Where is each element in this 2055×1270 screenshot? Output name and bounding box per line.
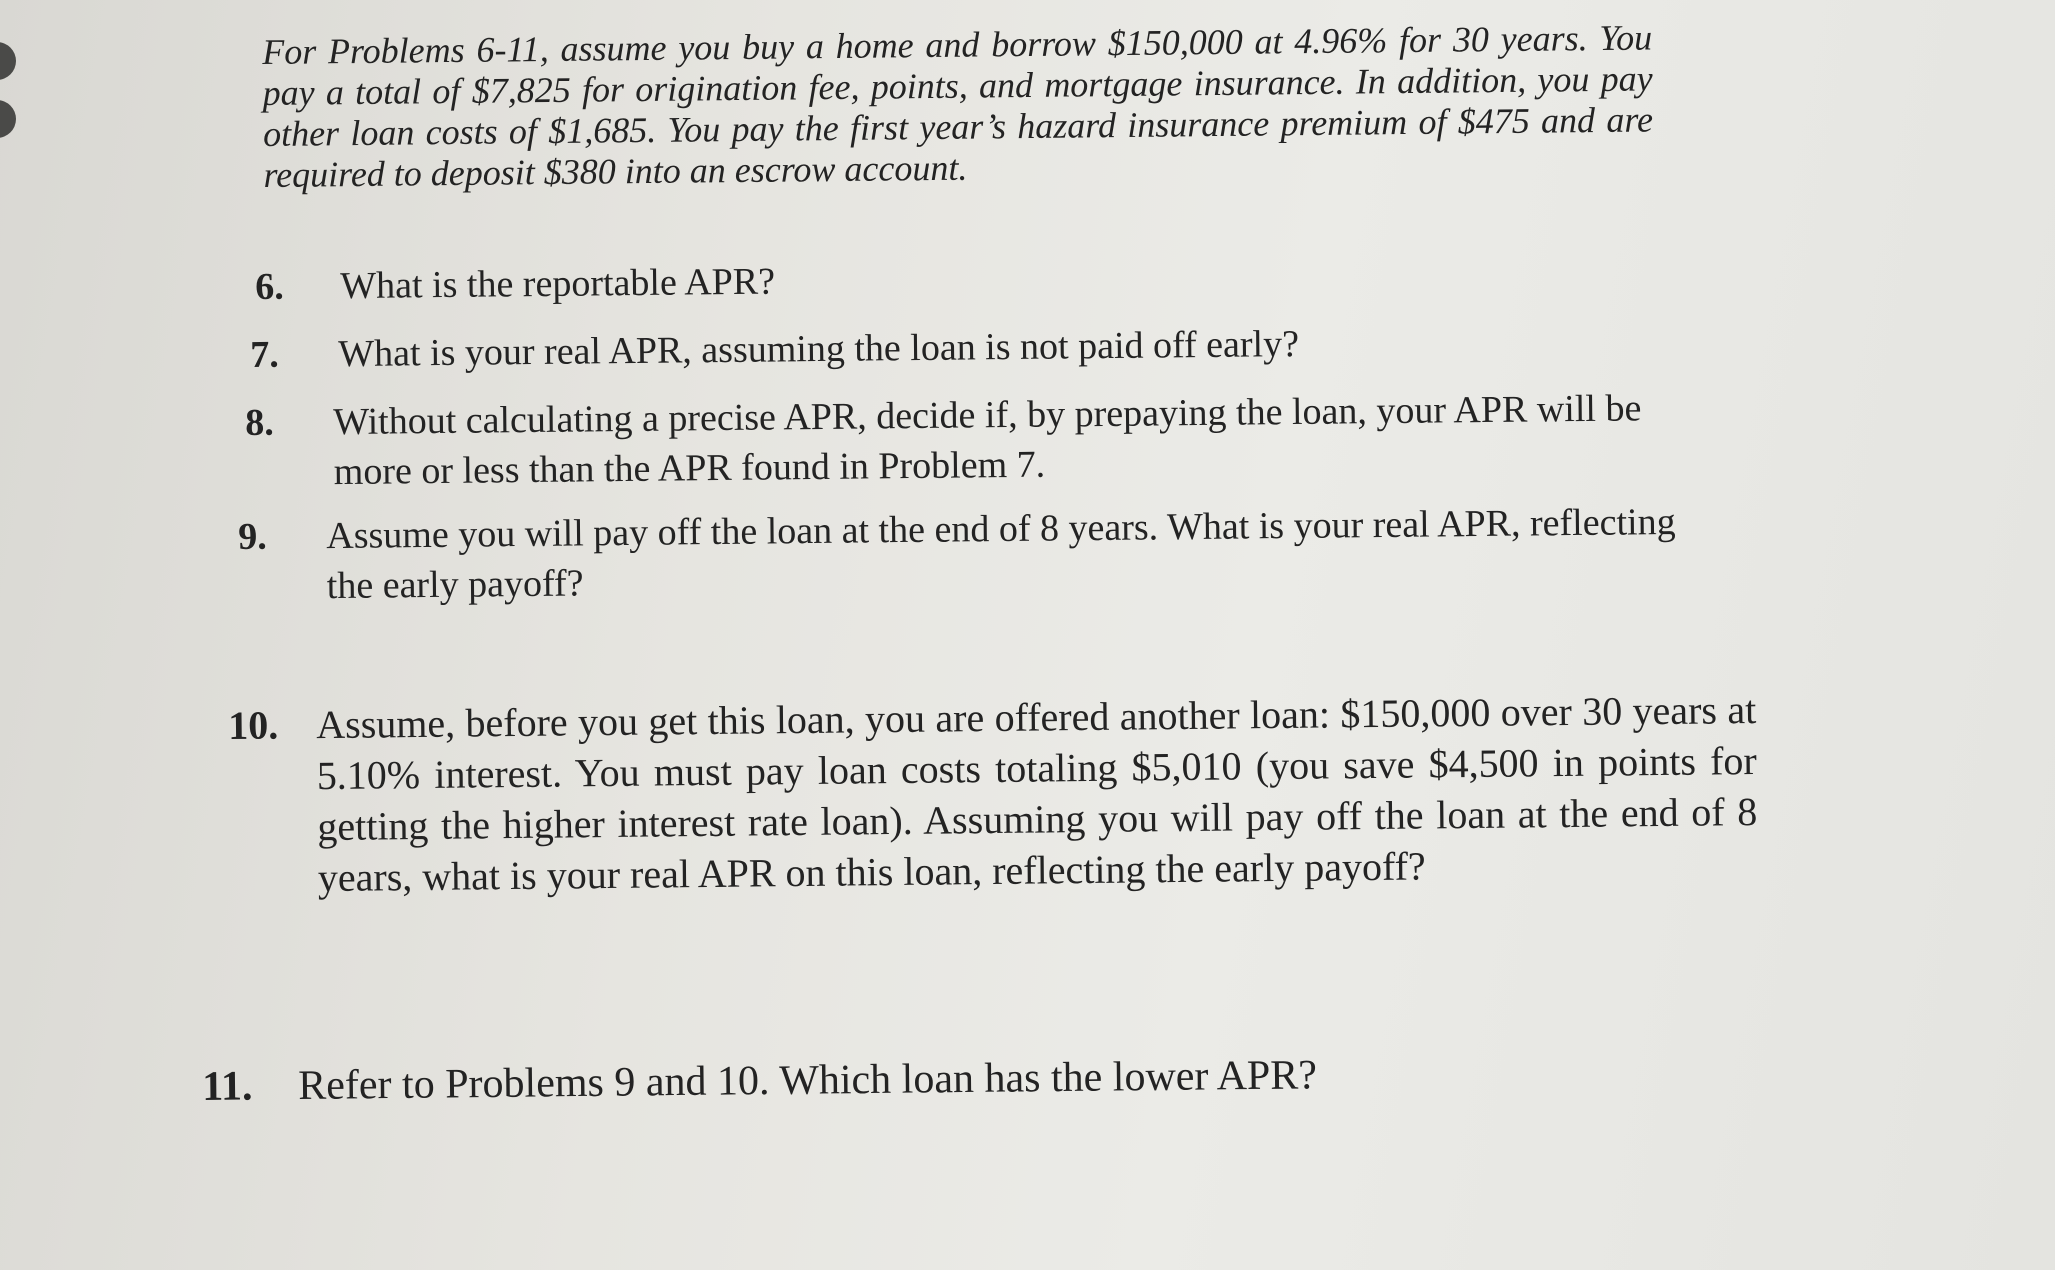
problem-text: Refer to Problems 9 and 10. Which loan has the lower APR? [298,1052,1318,1109]
problem-text: Without calculating a precise APR, decide if, by prepaying the loan, your APR will be more or less than the APR found in Problem 7. [333,387,1642,494]
problem-6 [255,247,1685,312]
problem-9 [238,497,1719,612]
binder-hole [0,42,16,80]
problem-set-intro: For Problems 6-11, assume you buy a home and borrow $150,000 at 4.96% for 30 years. You pay a total of $7,825 for origination fee, points, and mortgage insurance. In addition, you pay other loan costs of $1,685. You pay the first year’s hazard insurance premium of $475 and are required to deposit $380 into an escrow account. [262,17,1654,195]
problem-text: What is the reportable APR? [340,260,776,308]
problem-number: 11. [202,1063,253,1110]
problem-text: Assume you will pay off the loan at the end of 8 years. What is your real APR, reflecting the early payoff? [326,500,1676,608]
problem-number: 8. [245,401,274,444]
problem-11 [202,1046,1702,1112]
problem-text: Assume, before you get this loan, you are offered another loan: $150,000 over 30 years at 5.10% interest. You must pay loan costs totaling $5,010 (you save $4,500 in points for getting the higher interest rate loan). Assuming you will pay off the loan at the end of 8 years, what is your real APR on this loan, reflecting the early payoff? [316,686,1758,901]
problem-10 [228,684,1770,904]
binder-hole [0,100,16,138]
problem-7 [250,315,1680,380]
problem-number: 7. [250,333,279,376]
problem-number: 6. [255,265,284,308]
problem-number: 9. [238,515,267,558]
problem-text: What is your real APR, assuming the loan is not paid off early? [338,323,1300,376]
problem-8 [245,383,1696,498]
problem-number: 10. [228,702,279,748]
